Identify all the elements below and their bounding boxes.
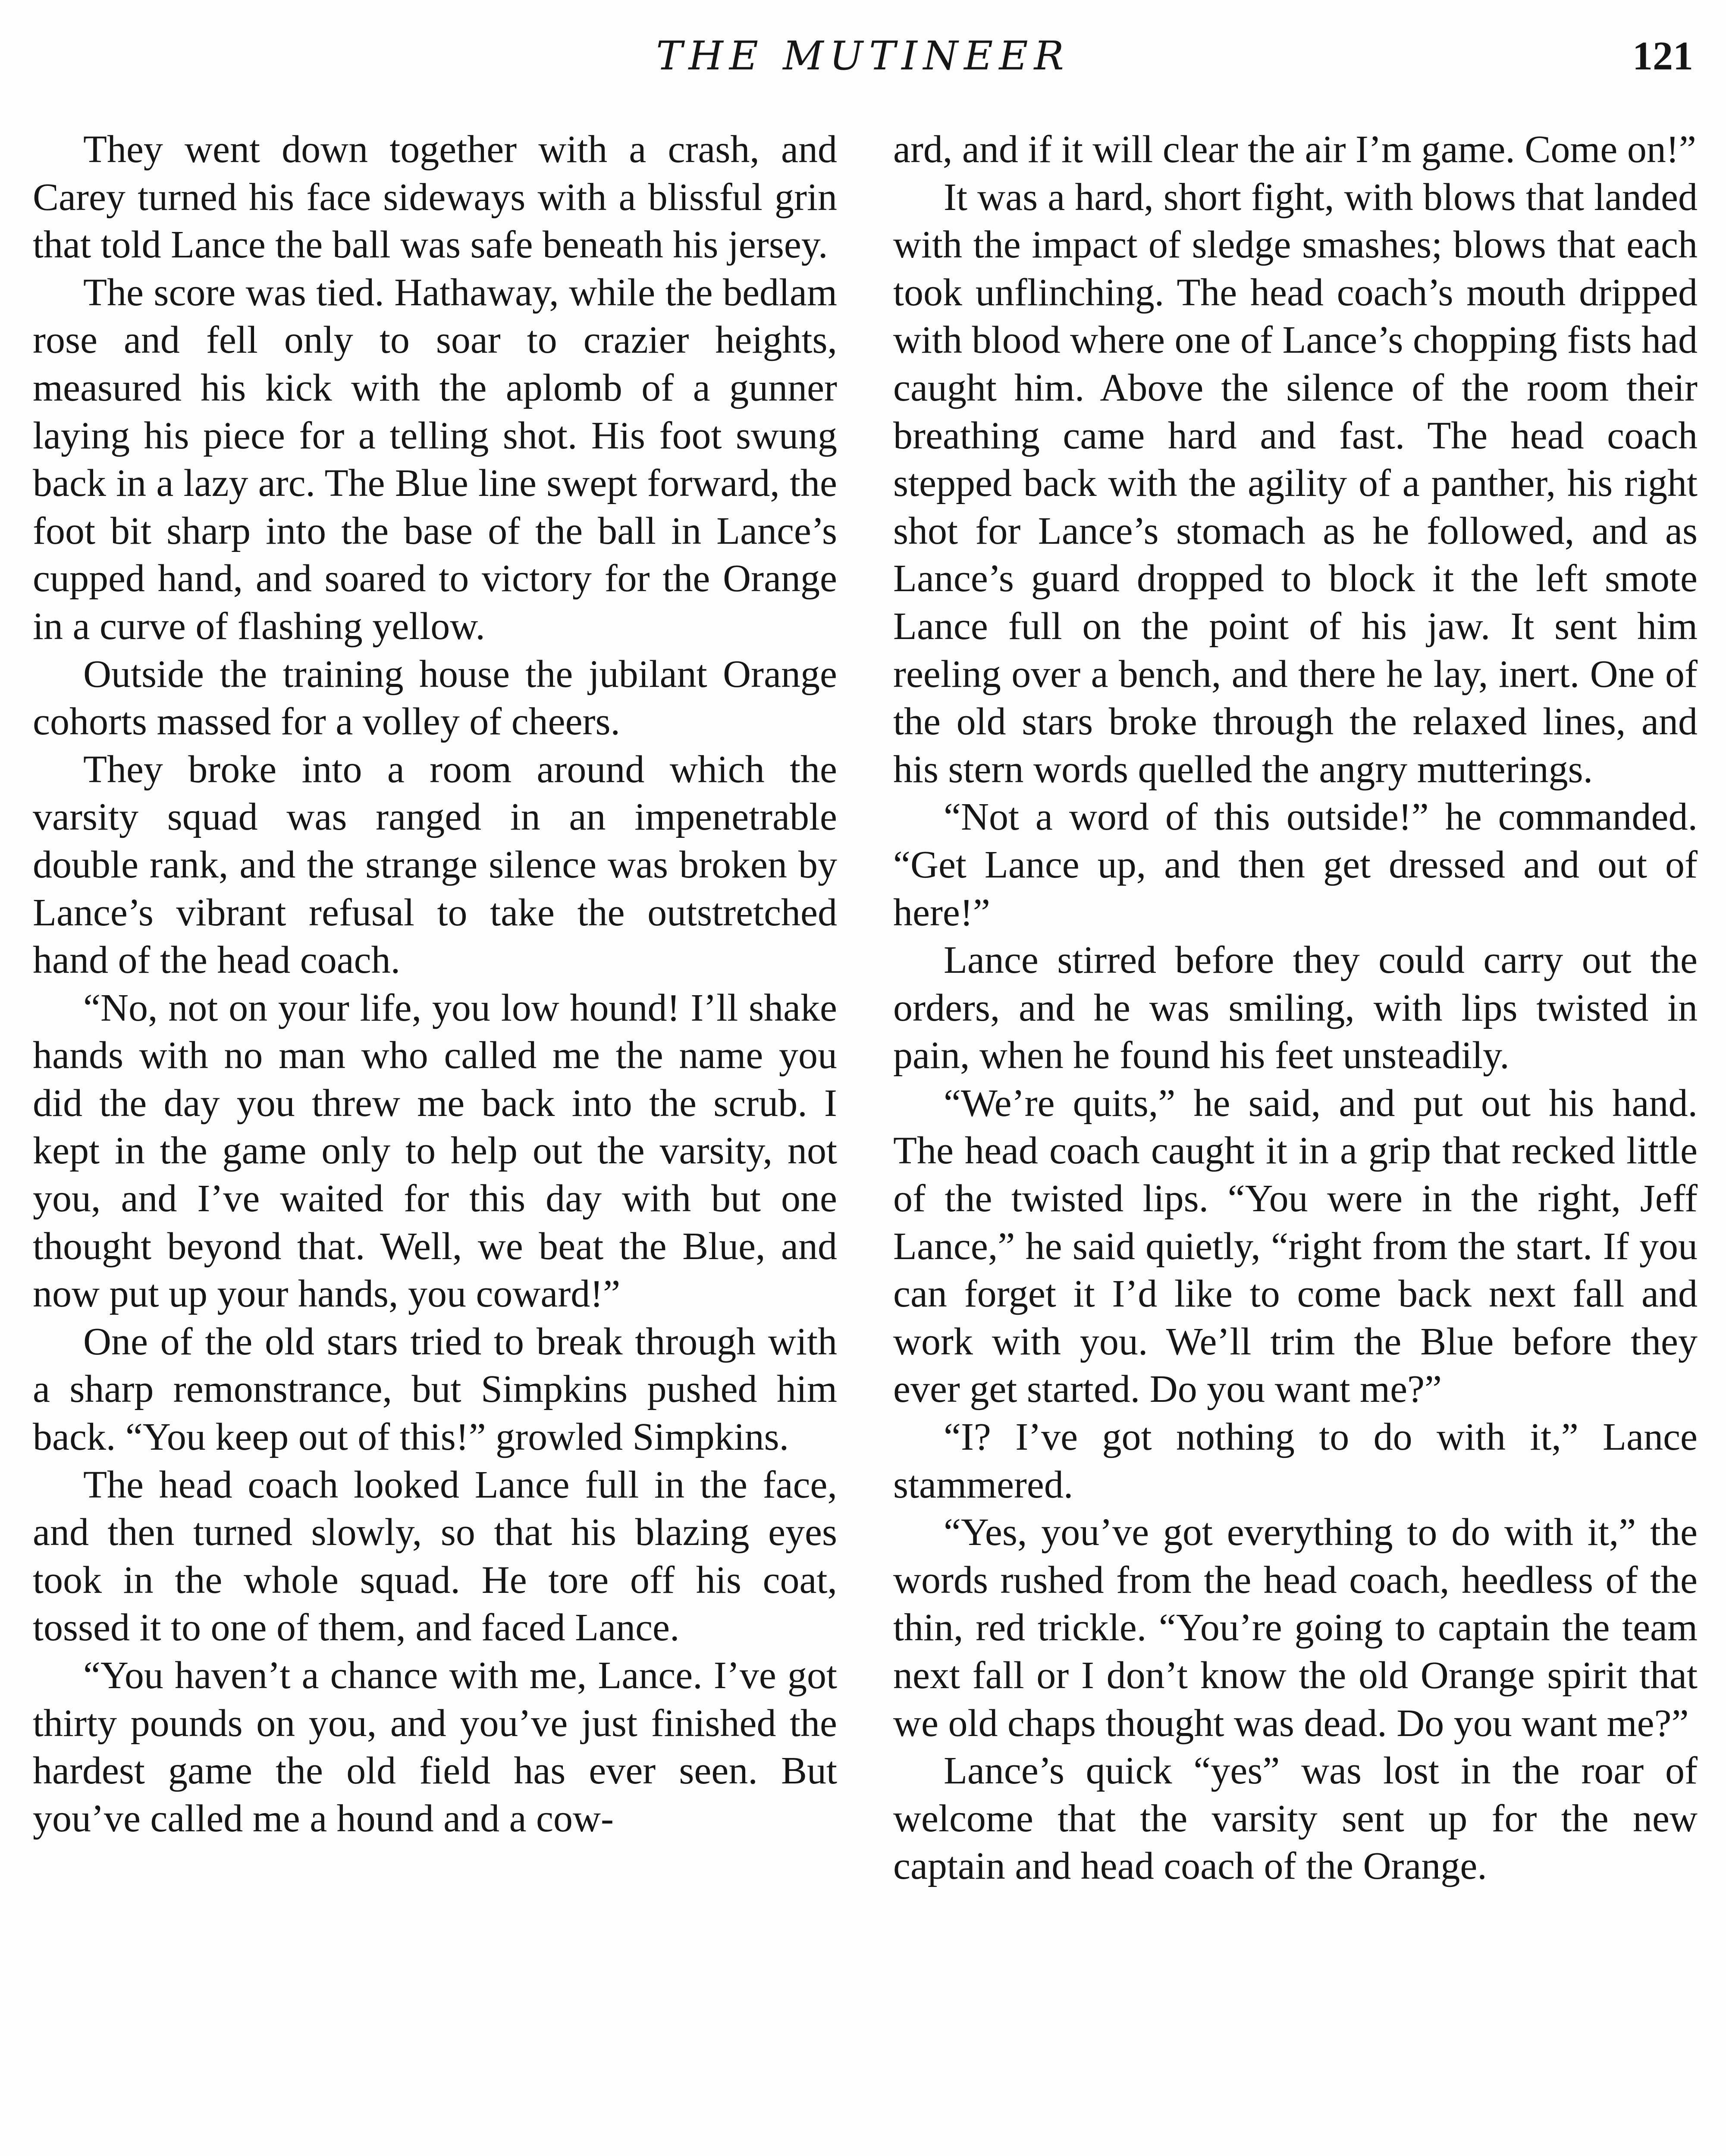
text-column-left [33, 126, 837, 1843]
paragraph: “Not a word of this outside!” he commanded. “Get Lance up, and then get dressed and out of here!” [893, 796, 1698, 934]
paragraph: They went down together with a crash, and Carey turned his face sideways with a blissful grin that told Lance the ball was safe beneath his jersey. [33, 128, 837, 266]
paragraph: “I? I’ve got nothing to do with it,” Lance stammered. [893, 1416, 1698, 1506]
paragraph: “Yes, you’ve got everything to do with it,” the words rushed from the head coach, heedless of the thin, red trickle. “You’re going to captain the team next fall or I don’t know the old Orange spirit that we old chaps thought was dead. Do you want me?” [893, 1511, 1698, 1745]
paragraph: Lance stirred before they could carry out the orders, and he was smiling, with lips twisted in pain, when he found his feet unsteadily. [893, 939, 1698, 1077]
text-column-right [893, 126, 1698, 1890]
paragraph-continued: ard, and if it will clear the air I’m game. Come on!” [893, 128, 1696, 171]
page-header [33, 30, 1693, 91]
paragraph: They broke into a room around which the varsity squad was ranged in an impenetrable double rank, and the strange silence was broken by Lance’s vibrant refusal to take the outstretched hand of the head coach. [33, 748, 837, 982]
paragraph: The head coach looked Lance full in the face, and then turned slowly, so that his blazing eyes took in the whole squad. He tore off his coat, tossed it to one of them, and faced Lance. [33, 1463, 837, 1649]
paragraph: “We’re quits,” he said, and put out his hand. The head coach caught it in a grip that recked little of the twisted lips. “You were in the right, Jeff Lance,” he said quietly, “right from the start. If you can forget it I’d like to come back next fall and work with you. We’ll trim the Blue before they ever get started. Do you want me?” [893, 1081, 1698, 1411]
paragraph: “No, not on your life, you low hound! I’ll shake hands with no man who called me the name you did the day you threw me back into the scrub. I kept in the game only to help out the varsity, not you, and I’ve waited for this day with but one thought beyond that. Well, we beat the Blue, and now put up your hands, you coward!” [33, 986, 837, 1316]
paragraph: Lance’s quick “yes” was lost in the roar of welcome that the varsity sent up for the new captain and head coach of the Orange. [893, 1749, 1698, 1888]
paragraph: Outside the training house the jubilant Orange cohorts massed for a volley of cheers. [33, 652, 837, 743]
running-title: THE MUTINEER [656, 33, 1070, 79]
page-number: 121 [1632, 34, 1693, 78]
paragraph: It was a hard, short fight, with blows that landed with the impact of sledge smashes; blows that each took unflinching. The head coach’s mouth dripped with blood where one of Lance’s chopping fists had caught him. Above the silence of the room their breathing came hard and fast. The head coach stepped back with the agility of a panther, his right shot for Lance’s stomach as he followed, and as Lance’s guard dropped to block it the left smote Lance full on the point of his jaw. It sent him reeling over a bench, and there he lay, inert. One of the old stars broke through the relaxed lines, and his stern words quelled the angry mutterings. [893, 175, 1698, 791]
paragraph: One of the old stars tried to break through with a sharp remonstrance, but Simpkins pushed him back. “You keep out of this!” growled Simpkins. [33, 1320, 837, 1459]
paragraph: “You haven’t a chance with me, Lance. I’ve got thirty pounds on you, and you’ve just finished the hardest game the old field has ever seen. But you’ve called me a hound and a cow- [33, 1654, 837, 1840]
paragraph: The score was tied. Hathaway, while the bedlam rose and fell only to soar to crazier heights, measured his kick with the aplomb of a gunner laying his piece for a telling shot. His foot swung back in a lazy arc. The Blue line swept forward, the foot bit sharp into the base of the ball in Lance’s cupped hand, and soared to victory for the Orange in a curve of flashing yellow. [33, 271, 837, 648]
